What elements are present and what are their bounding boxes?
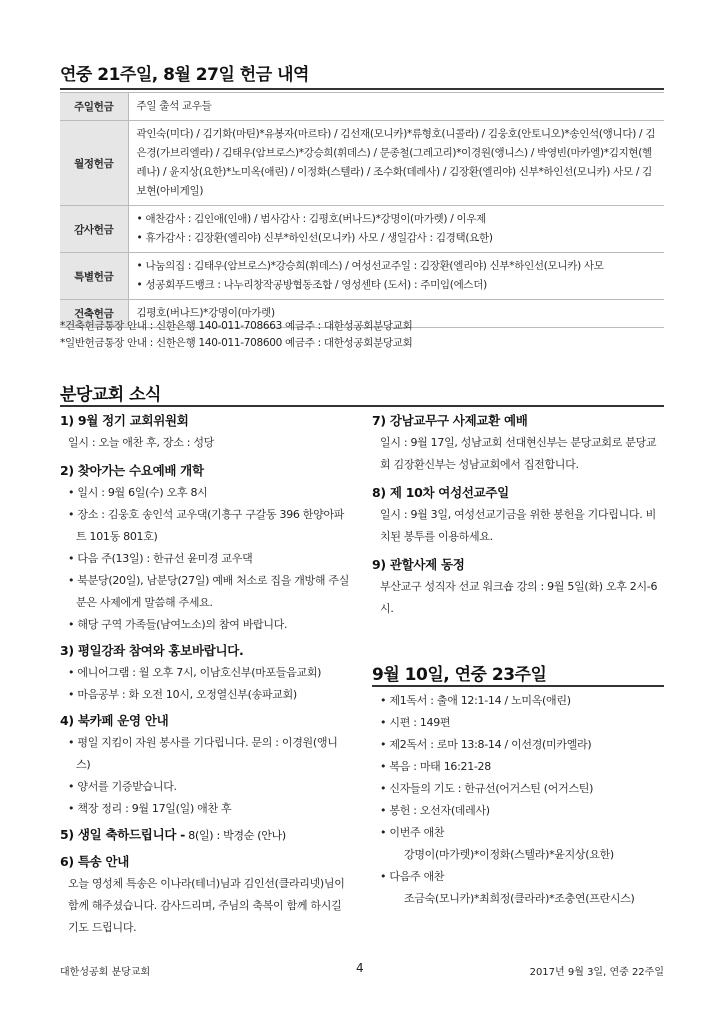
table-row	[60, 121, 664, 206]
row-label: 월정헌금	[60, 121, 128, 206]
table-row	[60, 93, 664, 121]
bullet-line: • 나눔의집 : 김태우(암브로스)*강승희(휘데스) / 여성선교주일 : 김장환(엘리야) 신부*하인선(모니카) 사모	[137, 257, 657, 276]
list-item: • 에니어그램 : 월 오후 7시, 이남호신부(마포들음교회)	[60, 662, 350, 684]
list-item: • 이번주 애찬	[372, 822, 664, 844]
news-heading: 1) 9월 정기 교회위원회	[60, 413, 189, 428]
next-week-names: 조금숙(모니카)*최희정(클라라)*조충연(프란시스)	[404, 892, 635, 905]
news-heading	[60, 824, 350, 847]
row-label: 주일헌금	[60, 93, 128, 121]
news-text: 일시 : 9월 3일, 여성선교기금을 위한 봉헌을 기다립니다. 비치된 봉투를 이용하세요.	[380, 508, 656, 543]
news-heading: 3) 평일강좌 참여와 홍보바랍니다.	[60, 643, 244, 658]
list-item: • 시편 : 149편	[372, 712, 664, 734]
bullet-line: • 성공회푸드뱅크 : 나누리창작공방협동조합 / 영성센타 (도서) : 주미임(에스더)	[137, 276, 657, 295]
row-content	[128, 253, 664, 300]
list-item: • 제1독서 : 출애 12:1-14 / 노미옥(애린)	[372, 690, 664, 712]
next-sunday-title: 9월 10일, 연중 23주일	[372, 665, 547, 685]
list-item: • 책장 정리 : 9월 17일(일) 애찬 후	[60, 798, 350, 820]
birthday-heading: 5) 생일 축하드립니다 -	[60, 827, 186, 842]
row-content: 곽인숙(미다) / 김기화(마틴)*유봉자(마르타) / 김선재(모니카)*류형호(니콜라) / 김웅호(안토니오)*송인석(앵니다) / 김은경(가브리엘라) / 김태우(암브로스)*강승희(휘데스) / 문종철(그레고리)*이경원(앵니스) / 박영빈(마카엘)*김지현(헬레나) / 윤지상(요한)*노미옥(애린) / 이정화(스텔라) / 조수화(데레사) / 김장환(엘리야) 신부*하인선(모니카) 사모 / 김보현(아비게일)	[128, 121, 664, 206]
news-right-column	[372, 410, 662, 620]
news-heading: 2) 찾아가는 수요예배 개학	[60, 463, 204, 478]
row-content	[128, 206, 664, 253]
row-label: 감사헌금	[60, 206, 128, 253]
news-title-rule	[60, 405, 664, 407]
offering-title-rule	[60, 88, 664, 90]
list-item: • 봉헌 : 오선자(데레사)	[372, 800, 664, 822]
footer-date: 2017년 9월 3일, 연중 22주일	[529, 967, 664, 978]
list-item: • 마음공부 : 화 오전 10시, 오정열신부(송파교회)	[60, 684, 350, 706]
news-text: 일시 : 오늘 애찬 후, 장소 : 성당	[68, 436, 214, 449]
building-account-note: *건축헌금통장 안내 : 신한은행 140-011-708663 예금주 : 대한성공회분당교회	[60, 320, 413, 332]
footer-church-name: 대한성공회 분당교회	[60, 967, 151, 978]
list-item: • 북분당(20일), 남분당(27일) 예배 처소로 집을 개방해 주실 분은 사제에게 말씀해 주세요.	[60, 570, 350, 614]
news-heading: 6) 특송 안내	[60, 854, 130, 869]
news-text: 일시 : 9월 17일, 성남교회 선대현신부는 분당교회로 분당교회 김장환신부는 성남교회에서 집전합니다.	[380, 436, 657, 471]
next-sunday-list	[372, 690, 664, 910]
offering-title: 연중 21주일, 8월 27일 헌금 내역	[60, 65, 309, 85]
list-item: • 다음주 애찬	[372, 866, 664, 888]
this-week-names: 강명이(마가렛)*이정화(스텔라)*윤지상(요한)	[404, 848, 614, 861]
row-content: 김평호(버나드)*강명이(마가렛)	[128, 300, 664, 328]
table-row	[60, 206, 664, 253]
news-left-column	[60, 410, 350, 939]
news-heading: 8) 제 10차 여성선교주일	[372, 485, 509, 500]
birthday-text: 8(일) : 박경순 (안나)	[185, 829, 286, 842]
list-item: • 복음 : 마태 16:21-28	[372, 756, 664, 778]
page-number: 4	[356, 961, 364, 975]
list-item: • 일시 : 9월 6일(수) 오후 8시	[60, 482, 350, 504]
news-text: 부산교구 성직자 선교 워크숍 강의 : 9월 5일(화) 오후 2시-6시.	[380, 580, 658, 615]
list-item: • 장소 : 김웅호 송인석 교우댁(기흥구 구갈동 396 한양아파트 101동 801호)	[60, 504, 350, 548]
news-heading: 9) 관할사제 동정	[372, 557, 465, 572]
row-label: 특별헌금	[60, 253, 128, 300]
row-content: 주일 출석 교우들	[128, 93, 664, 121]
news-heading: 7) 강남교무구 사제교환 예배	[372, 413, 528, 428]
next-sunday-rule	[372, 685, 664, 687]
general-account-note: *일반헌금통장 안내 : 신한은행 140-011-708600 예금주 : 대한성공회분당교회	[60, 337, 413, 349]
table-row	[60, 253, 664, 300]
news-title: 분당교회 소식	[60, 385, 161, 405]
news-heading: 4) 북카페 운영 안내	[60, 713, 169, 728]
offering-table	[60, 92, 664, 328]
list-item: • 제2독서 : 로마 13:8-14 / 이선경(미카엘라)	[372, 734, 664, 756]
list-item: • 신자들의 기도 : 한규선(어거스틴 (어거스틴)	[372, 778, 664, 800]
list-item: • 평일 지킴이 자원 봉사를 기다립니다. 문의 : 이경원(앵니스)	[60, 732, 350, 776]
row-label: 건축헌금	[60, 300, 128, 328]
bullet-line: • 애찬감사 : 김인애(인애) / 범사감사 : 김평호(버나드)*강명이(마가렛) / 이우제	[137, 210, 657, 229]
list-item: • 양서를 기증받습니다.	[60, 776, 350, 798]
list-item: • 해당 구역 가족들(남여노소)의 참여 바랍니다.	[60, 614, 350, 636]
news-text: 오늘 영성체 특송은 이나라(테너)님과 김인선(클라리넷)님이 함께 해주셨습니다. 감사드리며, 주님의 축복이 함께 하시길 기도 드립니다.	[68, 877, 345, 934]
bullet-line: • 휴가감사 : 김장환(엘리야) 신부*하인선(모니카) 사모 / 생일감사 : 김경택(요한)	[137, 229, 657, 248]
list-item: • 다음 주(13일) : 한규선 윤미경 교우댁	[60, 548, 350, 570]
